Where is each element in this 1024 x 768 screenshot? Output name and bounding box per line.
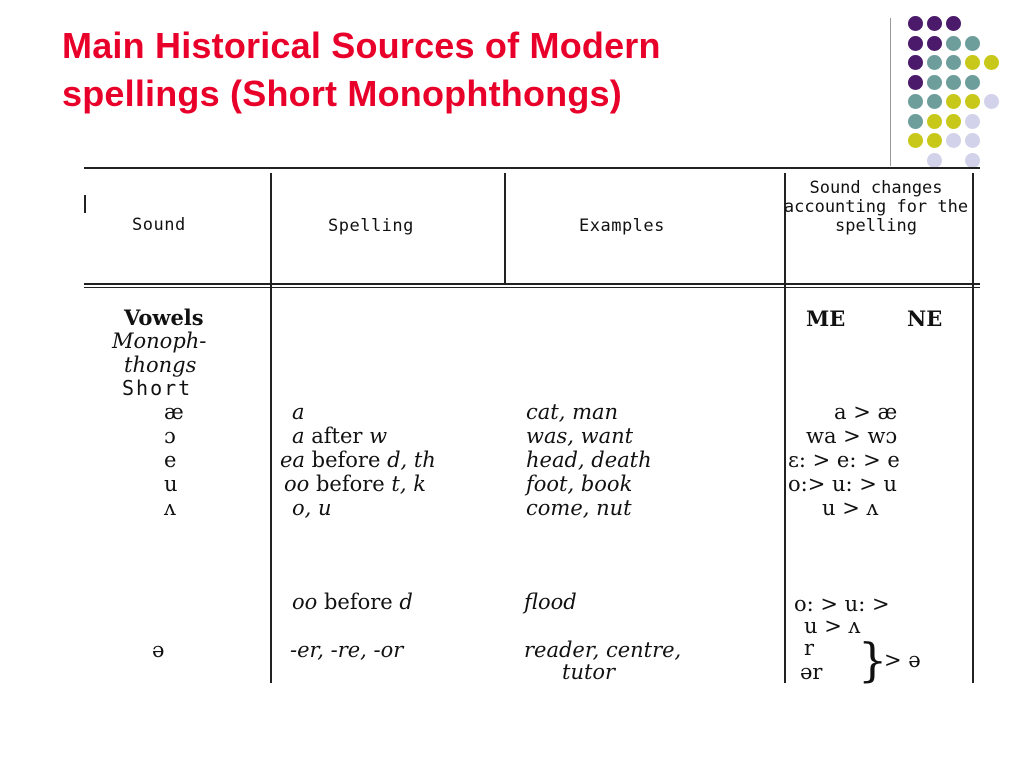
brace-glyph: }	[858, 633, 888, 687]
decorative-dot	[927, 16, 942, 31]
column-divider	[84, 195, 86, 213]
column-divider	[270, 173, 272, 683]
decorative-dot	[965, 36, 980, 51]
row-sound-change-er: ər	[800, 660, 823, 684]
decorative-dot	[946, 36, 961, 51]
row-spelling: oo before d	[292, 590, 413, 614]
row-sound-change-2: u > ʌ	[804, 614, 861, 638]
row-sound-change: ɛ: > e: > e	[788, 448, 900, 472]
decorative-dot	[965, 75, 980, 90]
decorative-dot	[965, 55, 980, 70]
decorative-dot	[927, 55, 942, 70]
row-spelling: ea before d, th	[280, 448, 436, 472]
decorative-dot	[946, 55, 961, 70]
row-spelling: o, u	[292, 496, 332, 520]
decorative-divider	[890, 18, 891, 166]
row-examples: come, nut	[526, 496, 632, 520]
slide-title: Main Historical Sources of Modern spellings (Short Monophthongs)	[62, 25, 661, 114]
decorative-dot	[946, 133, 961, 148]
row-examples: head, death	[526, 448, 652, 472]
decorative-dot	[927, 75, 942, 90]
header-sound-changes: Sound changes accounting for the spelling	[783, 178, 969, 236]
header-spelling: Spelling	[328, 216, 414, 236]
decorative-dot	[908, 94, 923, 109]
row-spelling: a after w	[292, 424, 388, 448]
table-header-rule	[84, 283, 980, 285]
decorative-dot	[946, 16, 961, 31]
decorative-dot	[927, 36, 942, 51]
table-header-rule-2	[84, 287, 980, 288]
row-spelling: a	[292, 400, 305, 424]
decorative-dot	[927, 114, 942, 129]
row-examples: cat, man	[526, 400, 619, 424]
section-monoph-2: thongs	[124, 353, 197, 377]
decorative-dot	[927, 94, 942, 109]
decorative-dot	[984, 55, 999, 70]
row-sound-change: o:> u: > u	[788, 472, 898, 496]
row-sound: ɔ	[164, 424, 176, 448]
decorative-dot	[908, 36, 923, 51]
row-sound-change: wa > wɔ	[806, 424, 898, 448]
row-sound: ʌ	[164, 496, 176, 520]
decorative-dot	[946, 114, 961, 129]
row-sound-change-result: > ə	[884, 648, 921, 672]
decorative-dot	[908, 16, 923, 31]
decorative-dot	[908, 114, 923, 129]
decorative-dot	[908, 55, 923, 70]
row-examples: reader, centre,	[524, 638, 682, 662]
header-examples: Examples	[579, 216, 665, 236]
row-sound: u	[164, 472, 178, 496]
decorative-dot	[965, 133, 980, 148]
decorative-dot	[908, 75, 923, 90]
header-sound: Sound	[132, 215, 186, 235]
column-ne: NE	[907, 306, 943, 331]
decorative-dot	[927, 133, 942, 148]
column-divider	[504, 173, 506, 283]
row-examples: was, want	[526, 424, 634, 448]
spelling-sources-table	[84, 165, 984, 690]
decorative-dot	[946, 94, 961, 109]
row-sound-change: a > æ	[834, 400, 898, 424]
row-spelling: oo before t, k	[284, 472, 426, 496]
decorative-dot	[965, 114, 980, 129]
decorative-dot	[984, 94, 999, 109]
decorative-dot	[965, 94, 980, 109]
section-short: Short	[122, 376, 193, 400]
row-sound: e	[164, 448, 177, 472]
row-examples-2: tutor	[562, 660, 616, 684]
column-divider	[972, 173, 974, 683]
section-monoph-1: Monoph-	[112, 329, 207, 353]
decorative-dot	[946, 75, 961, 90]
decorative-dot	[908, 133, 923, 148]
row-sound: ə	[152, 638, 165, 662]
row-examples: flood	[524, 590, 577, 614]
row-sound-change: u > ʌ	[822, 496, 879, 520]
row-examples: foot, book	[526, 472, 633, 496]
section-vowels: Vowels	[124, 305, 204, 330]
row-sound: æ	[164, 400, 184, 424]
row-spelling: -er, -re, -or	[290, 638, 404, 662]
column-divider	[784, 173, 786, 683]
column-me: ME	[806, 306, 846, 331]
row-sound-change: o: > u: >	[794, 592, 890, 616]
row-sound-change-r: r	[804, 636, 815, 660]
table-top-rule	[84, 167, 980, 169]
